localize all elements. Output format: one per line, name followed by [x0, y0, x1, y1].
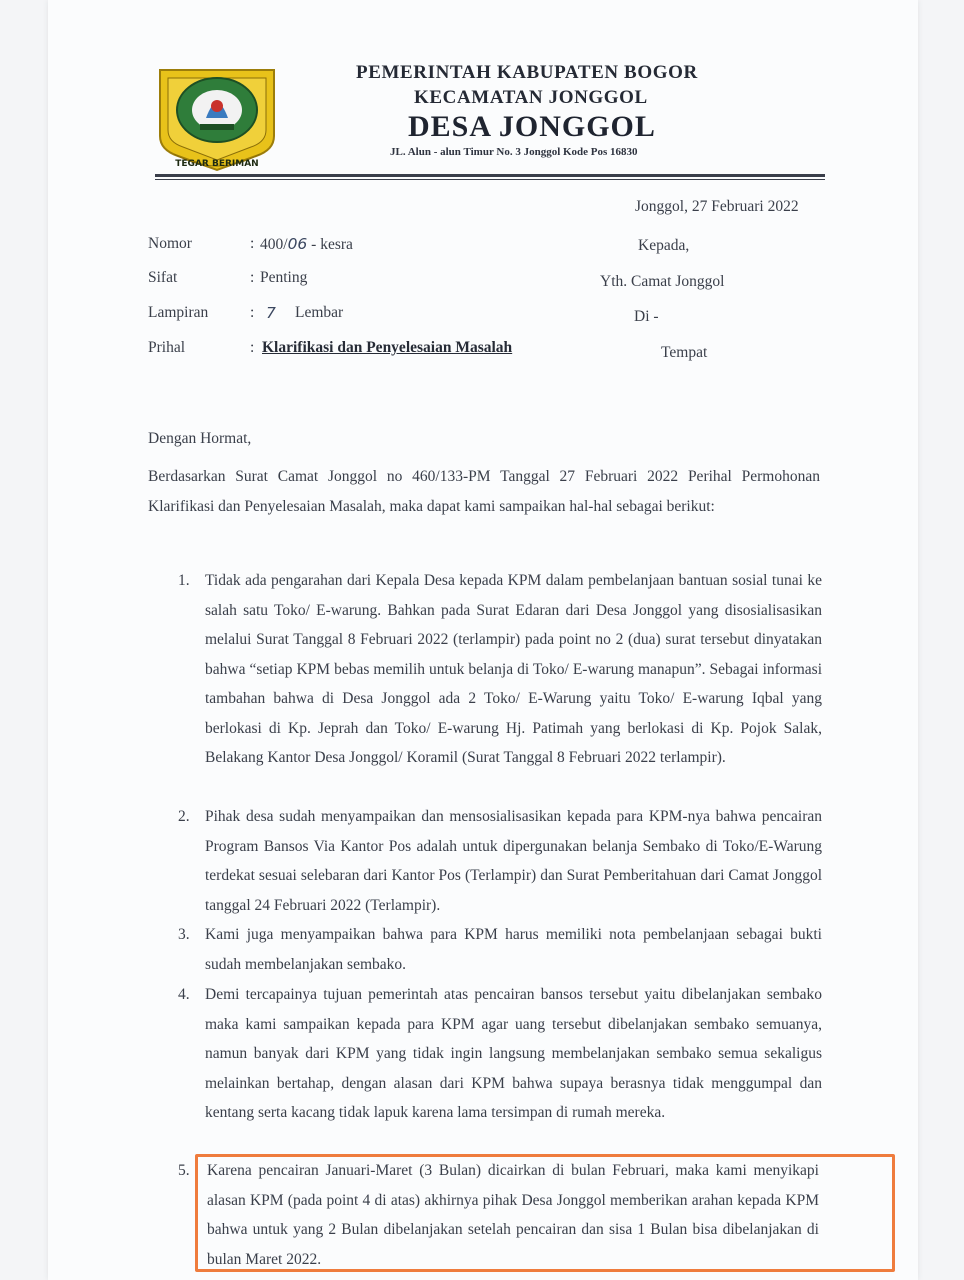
highlight-box [195, 1154, 895, 1272]
letterhead-divider [155, 174, 825, 177]
svg-text:TEGAR BERIMAN: TEGAR BERIMAN [175, 159, 259, 169]
prihal-subject: Klarifikasi dan Penyelesaian Masalah [262, 339, 513, 356]
list-number: 2. [178, 808, 190, 825]
list-text: Demi tercapainya tujuan pemerintah atas pencairan bansos tersebut yaitu dibelanjakan sembako maka kami sampaikan kepada para KPM agar uang tersebut dibelanjakan sembako semuanya, namun banyak dari KPM yang tidak ingin langsung membelanjakan sembako semua sekaligus melainkan bertahap, dengan alasan dari KPM bahwa supaya berasnya tidak menggumpal dan kentang serta kacang tidak lapuk karena lama tersimpan di rumah mereka. [205, 986, 822, 1121]
lampiran-unit: Lembar [295, 304, 344, 321]
letterhead-divider-thin [155, 179, 825, 180]
prihal-label: Prihal [148, 339, 186, 356]
recipient-tempat: Tempat [661, 344, 708, 361]
recipient-kepada: Kepada, [638, 237, 690, 254]
list-item [178, 980, 822, 1128]
list-number: 3. [178, 926, 190, 943]
intro-paragraph: Berdasarkan Surat Camat Jonggol no 460/133-PM Tanggal 27 Februari 2022 Perihal Permohonan Klarifikasi dan Penyelesaian Masalah, maka dapat kami sampaikan hal-hal sebagai berikut: [148, 468, 820, 515]
kabupaten-bogor-emblem [156, 66, 278, 174]
recipient-yth: Yth. Camat Jonggol [600, 273, 725, 290]
nomor-label: Nomor [148, 235, 192, 252]
letter-date: Jonggol, 27 Februari 2022 [635, 198, 799, 215]
nomor-handwritten: 06 [287, 235, 308, 253]
prihal-colon: : [250, 339, 255, 356]
sifat-colon: : [250, 269, 255, 286]
sifat-label: Sifat [148, 269, 178, 286]
list-number: 1. [178, 572, 190, 589]
list-text: Karena pencairan Januari-Maret (3 Bulan) dicairkan di bulan Februari, maka kami menyikapi alasan KPM (pada point 4 di atas) akhirnya pihak Desa Jonggol memberikan arahan kepada KPM bahwa untuk yang 2 Bulan dibelanjakan setelah pencairan dan sisa 1 Bulan bisa dibelanjakan di bulan Maret 2022. [207, 1162, 819, 1268]
list-number: 5. [178, 1162, 190, 1179]
letterhead-village: DESA JONGGOL [408, 110, 656, 143]
list-text: Kami juga menyampaikan bahwa para KPM harus memiliki nota pembelanjaan sebagai bukti sudah membelanjakan sembako. [205, 926, 822, 973]
nomor-colon: : [250, 235, 255, 252]
letterhead-district: KECAMATAN JONGGOL [414, 87, 648, 108]
nomor-suffix: - kesra [307, 236, 353, 253]
lampiran-handwritten: 7 [266, 304, 276, 322]
list-item [178, 802, 822, 920]
list-text: Pihak desa sudah menyampaikan dan mensosialisasikan kepada para KPM-nya bahwa pencairan Program Bansos Via Kantor Pos adalah untuk dipergunakan belanja Sembako di Toko/E-Warung terdekat sesuai selebaran dari Kantor Pos (Terlampir) dan Surat Pemberitahuan dari Camat Jonggol tanggal 24 Februari 2022 (Terlampir). [205, 808, 822, 914]
letterhead-address: JL. Alun - alun Timur No. 3 Jonggol Kode Pos 16830 [390, 146, 638, 158]
nomor-value [260, 235, 353, 254]
recipient-di: Di - [634, 308, 659, 325]
sifat-value: Penting [260, 269, 308, 286]
list-item [178, 566, 822, 773]
lampiran-colon: : [250, 304, 255, 321]
lampiran-label: Lampiran [148, 304, 209, 321]
nomor-prefix: 400/ [260, 236, 288, 253]
list-item [178, 920, 822, 979]
list-number: 4. [178, 986, 190, 1003]
letterhead-government: PEMERINTAH KABUPATEN BOGOR [356, 62, 698, 83]
list-text: Tidak ada pengarahan dari Kepala Desa kepada KPM dalam pembelanjaan bantuan sosial tunai ke salah satu Toko/ E-warung. Bahkan pada Surat Edaran dari Desa Jonggol yang disosialisasikan melalui Surat Tanggal 8 Februari 2022 (terlampir) pada point no 2 (dua) surat tersebut dinyatakan bahwa “setiap KPM bebas memilih untuk belanja di Toko/ E-warung manapun”. Sebagai informasi tambahan bahwa di Desa Jonggol ada 2 Toko/ E-Warung yaitu Toko/ E-warung Iqbal yang berlokasi di Kp. Jeprah dan Toko/ E-warung Hj. Patimah yang berlokasi di Kp. Pojok Salak, Belakang Kantor Desa Jonggol/ Koramil (Surat Tanggal 8 Februari 2022 terlampir). [205, 572, 822, 766]
salutation: Dengan Hormat, [148, 430, 252, 447]
